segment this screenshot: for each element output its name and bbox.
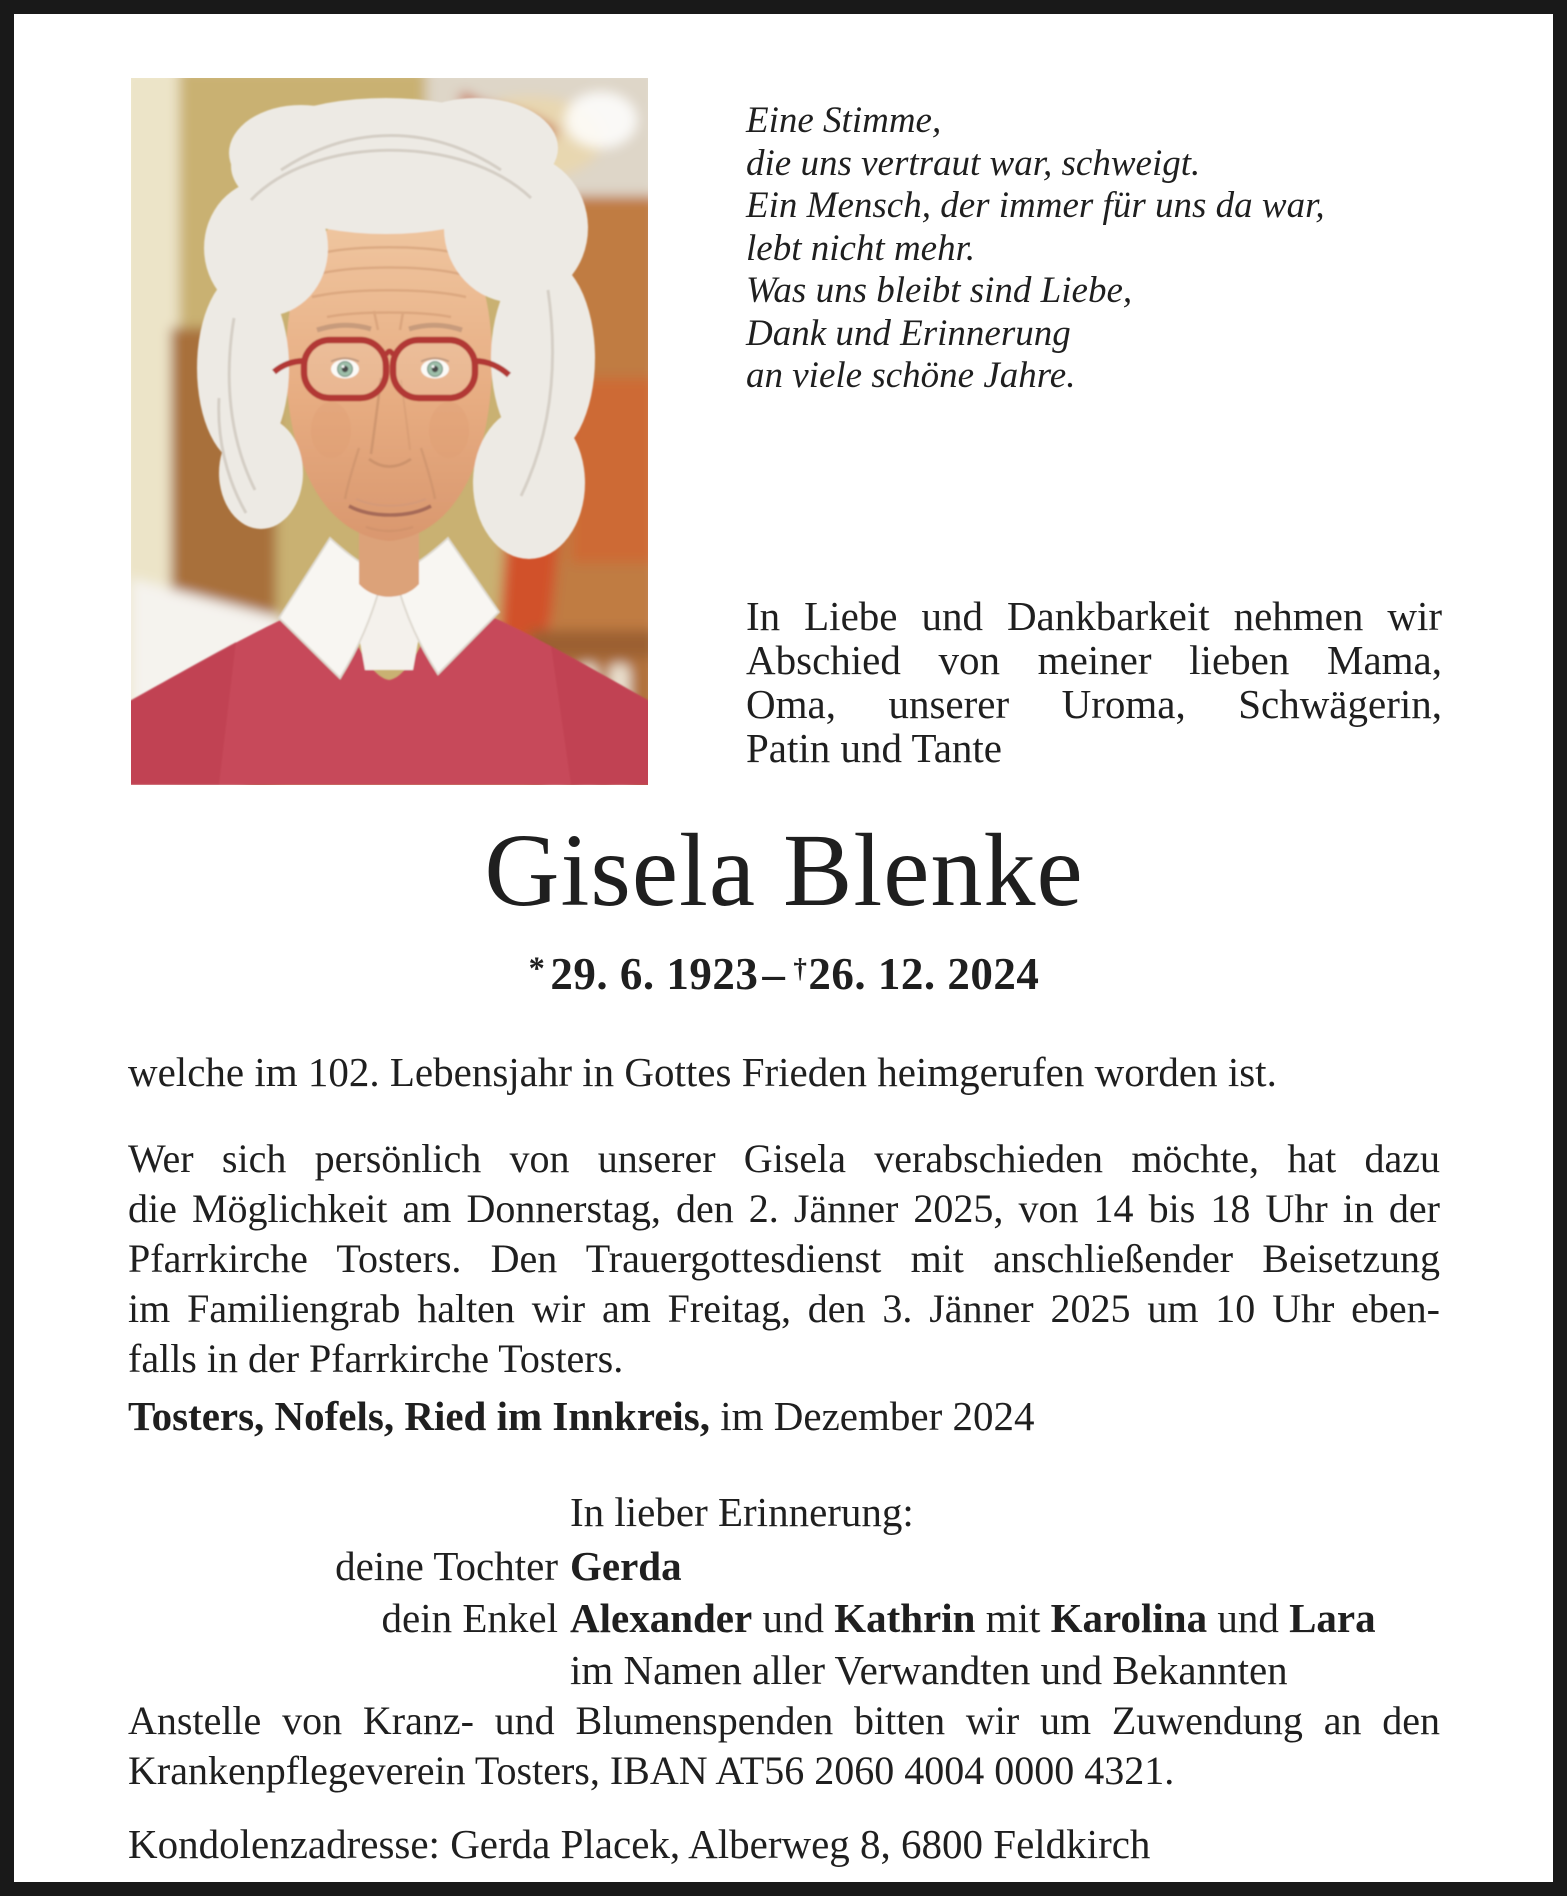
relation-names: Alexander und Kathrin mit Karolina und Lara	[570, 1595, 1376, 1641]
farewell-intro: In Liebe und Dankbarkeit nehmen wir Abschied von meiner lieben Mama, Oma, unserer Uroma, Schwägerin, Patin und Tante	[746, 593, 1442, 771]
deceased-name: Gisela Blenke	[484, 813, 1084, 928]
relation-names: Gerda	[570, 1543, 682, 1589]
condolence-address: Kondolenzadresse: Gerda Placek, Alberweg 8, 6800 Feldkirch	[128, 1821, 1151, 1867]
life-line: welche im 102. Lebensjahr in Gottes Frieden heimgerufen worden ist.	[128, 1049, 1277, 1095]
death-cross-symbol: †	[793, 952, 808, 983]
farewell-paragraph: Wer sich persönlich von unserer Gisela verabschieden möchte, hat dazu die Möglichkeit am Donnerstag, den 2. Jänner 2025, von 14 bis 18 Uhr in der Pfarrkirche Tosters. Den Trauergottesdienst mit anschließender Beisetzung im Familiengrab halten wir am Freitag, den 3. Jänner 2025 um 10 Uhr eben- falls in der Pfarrkirche Tosters.	[128, 1136, 1440, 1381]
memorial-poem: Eine Stimme, die uns vertraut war, schweigt. Ein Mensch, der immer für uns da war, lebt nicht mehr. Was uns bleibt sind Liebe, Dank und Erinnerung an viele schöne Jahre.	[746, 100, 1325, 396]
relation-label: dein Enkel	[381, 1595, 558, 1641]
dates-separator: –	[762, 949, 786, 999]
birth-date: 29. 6. 1923	[550, 949, 759, 999]
birth-star-symbol: *	[528, 951, 546, 988]
places-bold: Tosters, Nofels, Ried im Innkreis,	[128, 1393, 711, 1439]
death-date: 26. 12. 2024	[808, 949, 1040, 999]
places-rest: im Dezember 2024	[710, 1393, 1035, 1439]
remembrance-heading: In lieber Erinnerung:	[570, 1489, 914, 1535]
donations-paragraph: Anstelle von Kranz- und Blumenspenden bitten wir um Zuwendung an den Krankenpflegeverein Tosters, IBAN AT56 2060 4004 0000 4321.	[128, 1698, 1440, 1793]
relation-label: deine Tochter	[335, 1543, 558, 1589]
relation-names: im Namen aller Verwandten und Bekannten	[570, 1647, 1288, 1693]
